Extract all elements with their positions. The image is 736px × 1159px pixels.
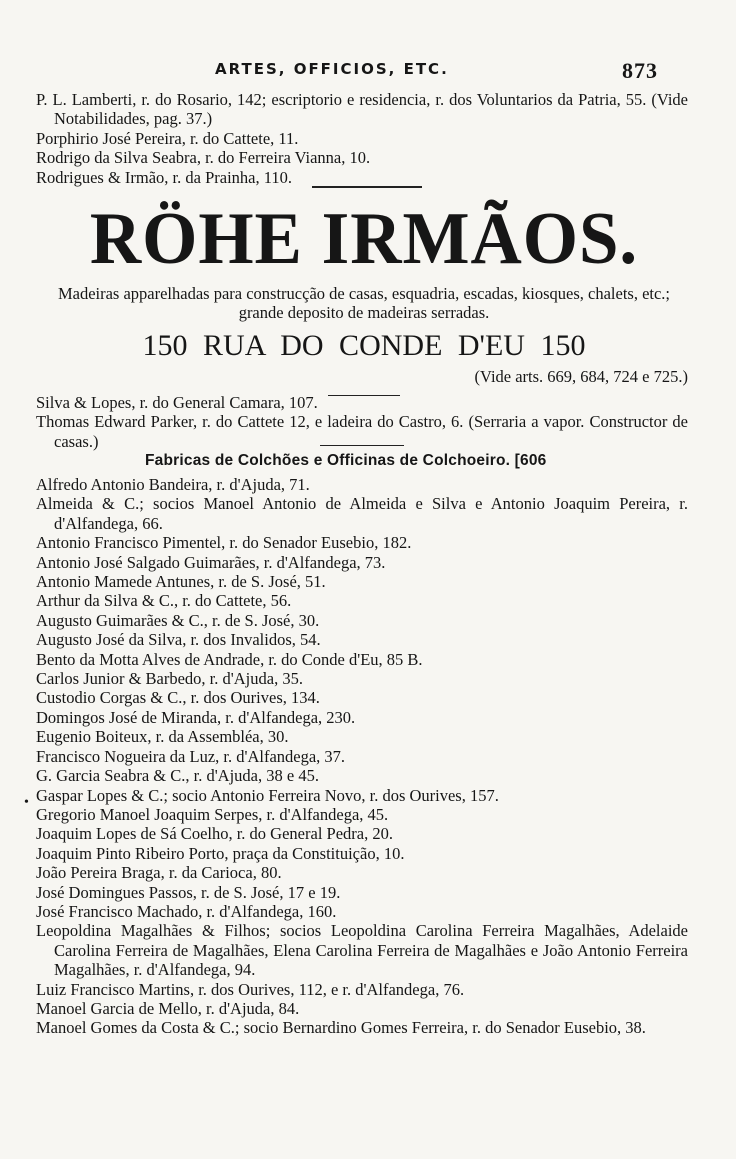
divider <box>312 186 422 188</box>
list-item: Gregorio Manoel Joaquim Serpes, r. d'Alfandega, 45. <box>36 804 389 824</box>
advert-name: RÖHE IRMÃOS. <box>89 198 639 280</box>
list-item: Luiz Francisco Martins, r. dos Ourives, 112, e r. d'Alfandega, 76. <box>36 979 465 999</box>
advertisement <box>40 186 688 396</box>
list-item: Domingos José de Miranda, r. d'Alfandega, 230. <box>36 707 356 727</box>
list-item: Rodrigues & Irmão, r. da Prainha, 110. <box>36 167 293 187</box>
mid-entry-list <box>36 393 688 451</box>
list-item: Carlos Junior & Barbedo, r. d'Ajuda, 35. <box>36 669 303 689</box>
list-item: Augusto José da Silva, r. dos Invalidos, 54. <box>36 630 321 650</box>
list-item: Augusto Guimarães & C., r. de S. José, 30. <box>36 610 320 630</box>
list-item: Joaquim Pinto Ribeiro Porto, praça da Constituição, 10. <box>36 843 405 863</box>
list-item: Manoel Garcia de Mello, r. d'Ajuda, 84. <box>36 998 300 1018</box>
list-item: Arthur da Silva & C., r. do Cattete, 56. <box>36 591 292 611</box>
list-item: Porphirio José Pereira, r. do Cattete, 11. <box>36 128 299 148</box>
mattress-makers-list <box>36 475 688 1038</box>
page-number: 873 <box>622 58 658 83</box>
list-item: Leopoldina Magalhães & Filhos; socios Leopoldina Carolina Ferreira Magalhães, Adelaide Carolina Ferreira de Magalhães, Elena Carolina Ferreira de Magalhães e João Antonio Ferreira Magalhães, r. d'Alfandega, 94. <box>36 921 688 980</box>
section-heading: Fabricas de Colchões e Officinas de Colchoeiro. [606 <box>145 452 547 469</box>
list-item: José Francisco Machado, r. d'Alfandega, 160. <box>36 901 337 921</box>
list-item: Almeida & C.; socios Manoel Antonio de Almeida e Silva e Antonio Joaquim Pereira, r. d'Alfandega, 66. <box>36 494 688 533</box>
list-item: P. L. Lamberti, r. do Rosario, 142; escriptorio e residencia, r. dos Voluntarios da Patria, 55. (Vide Notabilidades, pag. 37.) <box>36 90 688 129</box>
advert-see-also: (Vide arts. 669, 684, 724 e 725.) <box>474 366 688 386</box>
running-title: ARTES, OFFICIOS, ETC. <box>215 60 449 78</box>
advert-address: 150 RUA DO CONDE D'EU 150 <box>142 328 586 362</box>
list-item: Rodrigo da Silva Seabra, r. do Ferreira Vianna, 10. <box>36 148 371 168</box>
list-item: G. Garcia Seabra & C., r. d'Ajuda, 38 e 45. <box>36 766 319 786</box>
list-item: Alfredo Antonio Bandeira, r. d'Ajuda, 71. <box>36 475 310 494</box>
list-item: Bento da Motta Alves de Andrade, r. do Conde d'Eu, 85 B. <box>36 649 423 669</box>
list-item: Joaquim Lopes de Sá Coelho, r. do General Pedra, 20. <box>36 824 393 844</box>
list-item: Gaspar Lopes & C.; socio Antonio Ferreira Novo, r. dos Ourives, 157. <box>36 785 499 805</box>
list-item: Custodio Corgas & C., r. dos Ourives, 134. <box>36 688 320 708</box>
list-item: Antonio José Salgado Guimarães, r. d'Alfandega, 73. <box>36 552 386 572</box>
list-item: Eugenio Boiteux, r. da Assembléa, 30. <box>36 727 289 747</box>
list-item: Thomas Edward Parker, r. do Cattete 12, e ladeira do Castro, 6. (Serraria a vapor. Constructor de casas.) <box>36 412 688 451</box>
list-item: José Domingues Passos, r. de S. José, 17 e 19. <box>36 882 341 902</box>
list-item: João Pereira Braga, r. da Carioca, 80. <box>36 863 282 883</box>
list-item: Silva & Lopes, r. do General Camara, 107. <box>36 393 318 412</box>
advert-description: Madeiras apparelhadas para construcção de casas, esquadria, escadas, kiosques, chalets, etc.; grande deposito de madeiras serradas. <box>57 284 671 323</box>
top-entry-list <box>36 90 688 187</box>
list-item: Manoel Gomes da Costa & C.; socio Bernardino Gomes Ferreira, r. do Senador Eusebio, 38. <box>36 1018 646 1038</box>
divider <box>320 445 404 446</box>
bullet-mark: • <box>24 795 29 810</box>
list-item: Antonio Mamede Antunes, r. de S. José, 51. <box>36 572 326 592</box>
list-item: Antonio Francisco Pimentel, r. do Senador Eusebio, 182. <box>36 533 412 553</box>
list-item: Francisco Nogueira da Luz, r. d'Alfandega, 37. <box>36 746 346 766</box>
page-header <box>0 58 736 88</box>
